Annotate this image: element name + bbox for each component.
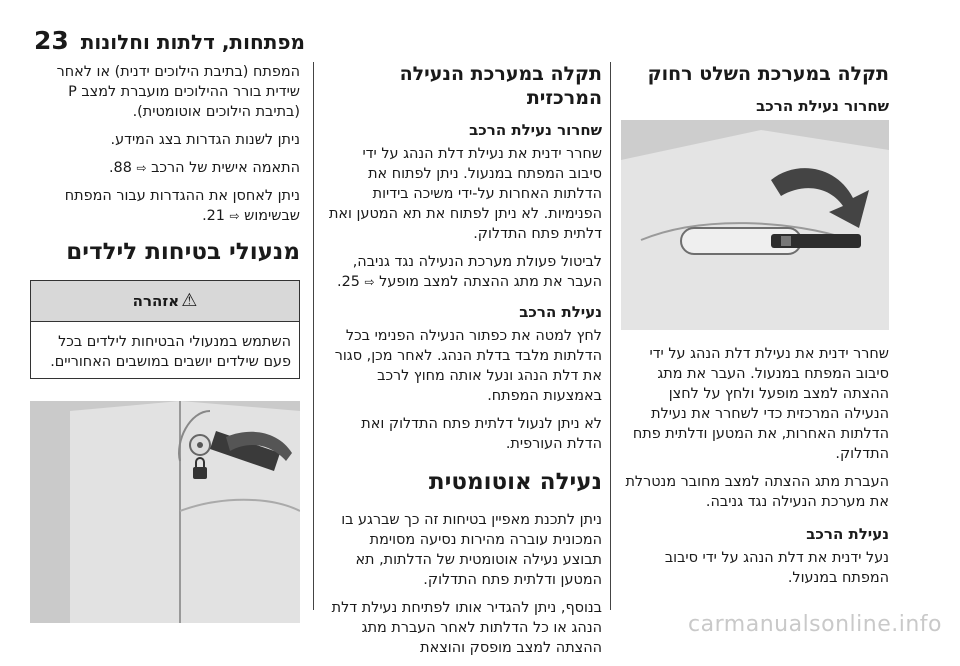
watermark: carmanualsonline.info: [688, 612, 942, 637]
arrow-ref-icon: ⇨: [136, 161, 147, 175]
paragraph: שחרר ידנית את נעילת דלת הנהג על ידי סיבוב המפתח במנעול. העבר את מתג ההצתה למצב מופעל ולחץ על לחצן הנעילה המרכזית כדי לשחרר את נעילת הדלתות האחרות, את המטען ודלתית פתח התדלוק.: [632, 346, 889, 462]
section-title-auto-lock: נעילה אוטומטית: [428, 469, 602, 495]
subheading-unlock: שחרור נעילת הרכב: [469, 121, 602, 139]
arrow-ref-icon: ⇨: [229, 209, 240, 223]
column-divider: [610, 62, 611, 610]
door-key-figure: [621, 120, 889, 330]
door-handle-key-illustration: [621, 120, 889, 330]
section-title-central-locking-fault: תקלה במערכת הנעילה המרכזית: [399, 63, 602, 109]
paragraph: בנוסף, ניתן להגדיר אותו לפתיחת נעילת דלת הנהג או כל הדלתות לאחר העברת מתג ההצתה למצב מופסק והוצאת: [331, 600, 602, 656]
section-title-child-locks: מנעולי בטיחות לילדים: [66, 239, 300, 265]
section-title-remote-fault: תקלה במערכת השלט רחוק: [647, 63, 889, 85]
paragraph-text: התאמה אישית של הרכב: [146, 160, 300, 176]
page-title: מפתחות, דלתות וחלונות: [80, 30, 305, 54]
paragraph-text: ניתן לאחסן את ההגדרות עבור המפתח שבשימוש: [64, 188, 300, 224]
paragraph: העברת מתג ההצתה למצב מחובר מנטרלת את מערכת הנעילה נגד גניבה.: [625, 474, 889, 510]
warning-label: אזהרה: [132, 292, 180, 310]
paragraph: המפתח (בתיבת הילוכים ידנית) או לאחר שידית בורר ההילוכים מועברת למצב P (בתיבת הילוכים אוטומטית).: [56, 64, 300, 120]
subheading-lock: נעילת הרכב: [806, 525, 889, 543]
left-column: [30, 62, 300, 637]
warning-text: השתמש במנעולי הבטיחות לילדים בכל פעם שילדים יושבים במושבים האחוריים.: [50, 334, 291, 370]
warning-header: [31, 281, 299, 322]
paragraph: התאמה אישית של הרכב ⇨ 88.: [108, 160, 300, 176]
subheading-unlock: שחרור נעילת הרכב: [756, 97, 889, 115]
paragraph: שחרר ידנית את נעילת דלת הנהג על ידי סיבוב המפתח במנעול. ניתן לפתוח את הדלתות האחרות על-ידי משיכה בידיות הפנימיות. לא ניתן לפתוח את תא המטען ואת דלתית פתח התדלוק.: [328, 146, 602, 242]
arrow-ref-icon: ⇨: [364, 275, 375, 289]
subheading-lock: נעילת הרכב: [519, 303, 602, 321]
paragraph: לחץ למטה את כפתור הנעילה הפנימי בכל הדלתות מלבד בדלת הנהג. לאחר מכן, סגור את דלת הנהג ונעל אותה מחוץ לרכב באמצעות המפתח.: [334, 328, 602, 404]
page-ref[interactable]: 25: [341, 274, 360, 290]
warning-triangle-icon: ⚠: [181, 290, 198, 311]
child-lock-figure: [30, 401, 300, 623]
paragraph: לא ניתן לנעול דלתית פתח התדלוק ואת הדלת העורפית.: [361, 416, 602, 452]
paragraph: לביטול פעולת מערכת הנעילה נגד גניבה, העבר את מתג ההצתה למצב מופעל ⇨ 25.: [337, 254, 602, 290]
page-number: 23: [34, 26, 69, 55]
paragraph: ניתן לשנות הגדרות בצג המידע.: [110, 132, 300, 148]
page-header: [0, 0, 960, 64]
paragraph: ניתן לאחסן את ההגדרות עבור המפתח שבשימוש ⇨ 21.: [64, 188, 300, 224]
paragraph: נעל ידנית את דלת הנהג על ידי סיבוב המפתח במנעול.: [664, 550, 889, 586]
column-divider: [313, 62, 314, 610]
page-ref[interactable]: 88: [113, 160, 132, 176]
right-column: [621, 62, 889, 596]
paragraph-text: לביטול פעולת מערכת הנעילה נגד גניבה, העבר את מתג ההצתה למצב מופעל: [352, 254, 602, 290]
paragraph: ניתן לתכנת מאפיין בטיחות זה כך שברגע בו המכונית עוברה מהירות נסיעה מסוימת תבוצע נעילה אוטומטית של הדלתות, תא המטען ודלתית פתח התדלוק.: [341, 512, 602, 588]
child-lock-illustration: [32, 401, 300, 623]
page-ref[interactable]: 21: [206, 208, 225, 224]
middle-column: [326, 62, 602, 666]
warning-box: [30, 280, 300, 379]
